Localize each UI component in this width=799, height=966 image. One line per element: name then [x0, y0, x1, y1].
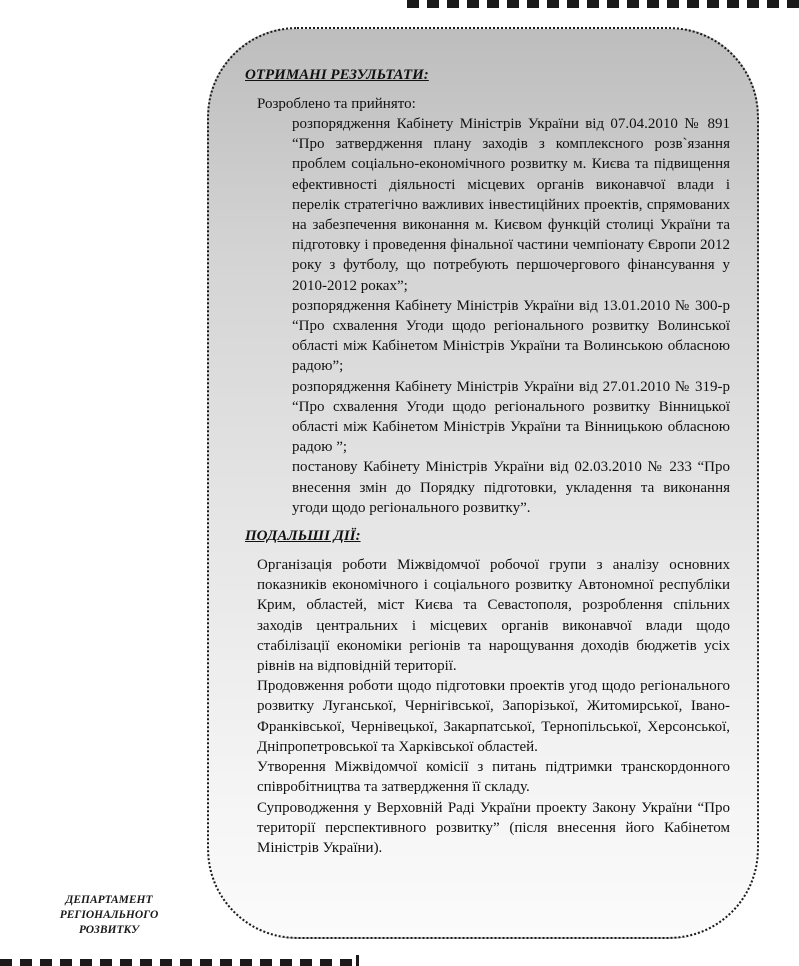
results-list	[292, 114, 730, 518]
results-item: постанову Кабінету Міністрів України від 02.03.2010 № 233 “Про внесення змін до Порядку підготовки, укладення та виконання угоди щодо регіонального розвитку”.	[292, 459, 730, 516]
bottom-dashed-border	[0, 959, 356, 966]
next-steps-list	[257, 555, 730, 858]
department-line: РОЗВИТКУ	[78, 924, 140, 936]
next-steps-heading: ПОДАЛЬШІ ДІЇ:	[245, 528, 361, 545]
department-line: РЕГІОНАЛЬНОГО	[59, 909, 159, 921]
next-steps-item: Продовження роботи щодо підготовки проектів угод щодо регіонального розвитку Луганської, Чернігівської, Запорізької, Житомирської, Івано-Франківської, Чернівецької, Закарпатської, Тернопільської, Херсонської, Дніпропетровської та Харківської областей.	[257, 678, 730, 755]
next-steps-item: Супроводження у Верховній Раді України проекту Закону України “Про території перспективного розвитку” (після внесення його Кабінетом Міністрів України).	[257, 799, 730, 856]
bottom-dashed-border-end	[356, 955, 359, 966]
results-heading: ОТРИМАНІ РЕЗУЛЬТАТИ:	[245, 67, 429, 83]
next-steps-item: Утворення Міжвідомчої комісії з питань підтримки транскордонного співробітництва та затвердження її складу.	[257, 759, 730, 796]
next-steps-item: Організація роботи Міжвідомчої робочої групи з аналізу основних показників економічного і соціального розвитку Автономної республіки Крим, областей, міст Києва та Севастополя, розроблення спільних заходів центральних і місцевих органів виконавчої влади щодо стабілізації економіки регіонів та нарощування доходів бюджетів усіх рівнів на відповідній території.	[257, 557, 730, 675]
results-intro: Розроблено та прийнято:	[257, 96, 416, 112]
top-dashed-border	[407, 0, 799, 8]
panel-content	[245, 65, 730, 858]
results-item: розпорядження Кабінету Міністрів України від 27.01.2010 № 319-р “Про схвалення Угоди щодо регіонального розвитку Вінницької області між Кабінетом Міністрів України та Вінницькою обласною радою ”;	[292, 378, 730, 456]
department-label	[44, 893, 174, 938]
results-item: розпорядження Кабінету Міністрів України від 13.01.2010 № 300-р “Про схвалення Угоди щодо регіонального розвитку Волинської області між Кабінетом Міністрів України та Волинською обласною радою”;	[292, 297, 730, 375]
results-item: розпорядження Кабінету Міністрів України від 07.04.2010 № 891 “Про затвердження плану заходів з комплексного розв`язання проблем соціально-економічного розвитку м. Києва та підвищення ефективності діяльності місцевих органів виконавчої влади і перелік стратегічно важливих інвестиційних проектів, спрямованих на забезпечення виконання м. Києвом функцій столиці України та підготовку і проведення фінальної частини чемпіонату Європи 2012 року з футболу, що потребують першочергового фінансування у 2010-2012 роках”;	[292, 116, 730, 294]
department-line: ДЕПАРТАМЕНТ	[65, 894, 153, 906]
